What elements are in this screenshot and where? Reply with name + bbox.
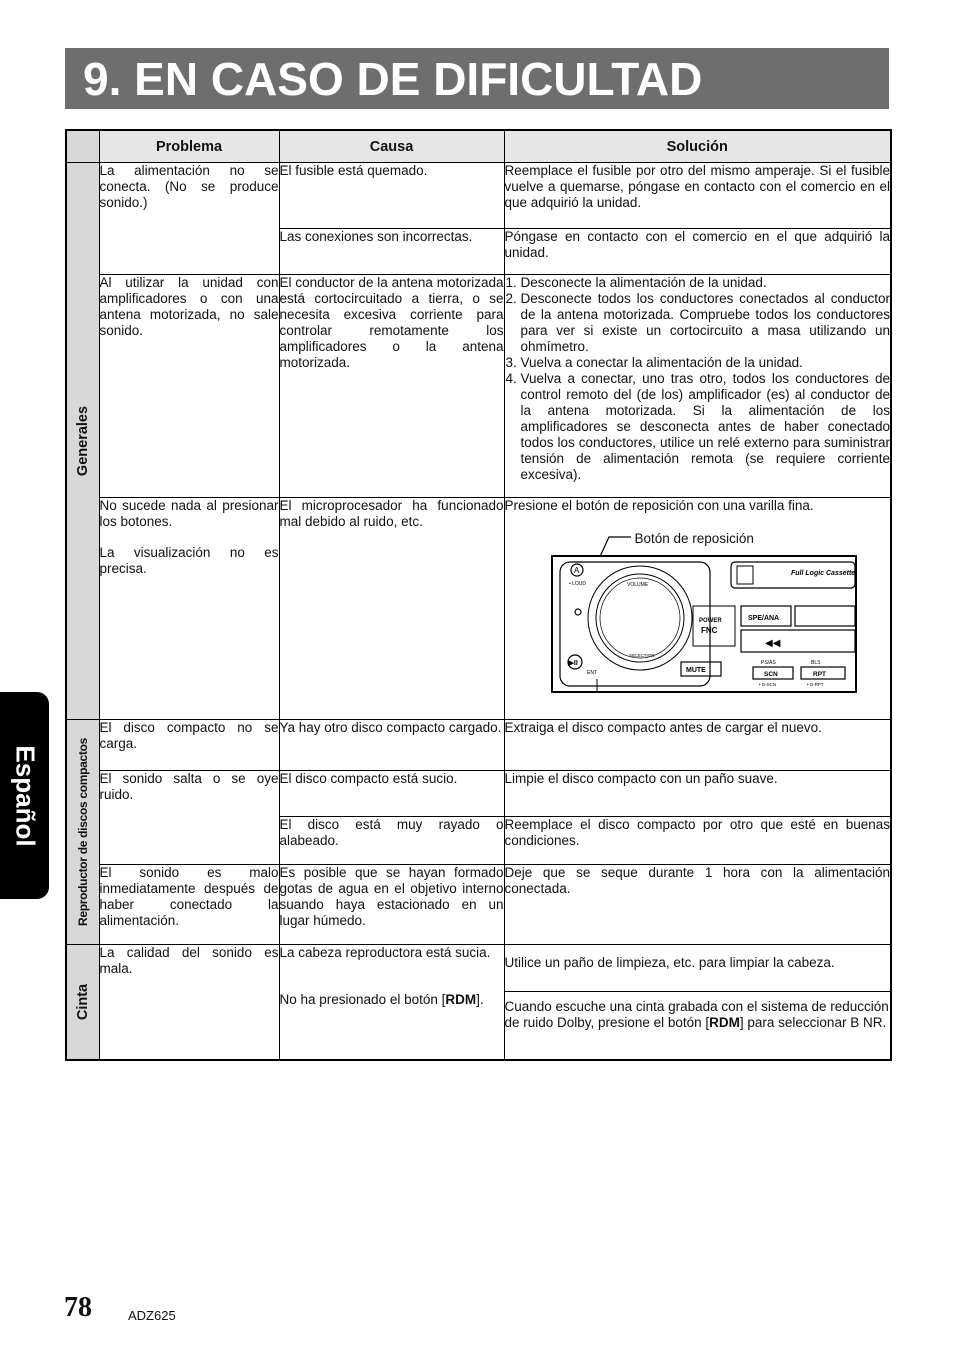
language-tab-label: Español <box>10 744 40 847</box>
solution-cell: Utilice un paño de limpieza, etc. para limpiar la cabeza. <box>504 945 891 992</box>
solution-text: Presione el botón de reposición con una varilla fina. <box>504 498 814 513</box>
play-pause-label: ▶II <box>568 660 578 667</box>
a-button-label: A <box>573 566 579 575</box>
category-cd <box>66 720 99 945</box>
solution-cell: Reemplace el fusible por otro del mismo amperaje. Si el fusible vuelve a quemarse, póngase en contacto con el comercio en el que adquirió la unidad. <box>504 163 891 229</box>
problem-text: No sucede nada al presionar los botones. <box>99 498 279 529</box>
cause-cell: El fusible está quemado. <box>279 163 504 229</box>
cause-cell: El disco compacto está sucio. <box>279 771 504 817</box>
category-tape <box>66 945 99 1060</box>
problem-cell: El sonido es malo inmediatamente después de haber conectado la alimentación. <box>99 865 279 945</box>
mute-label: MUTE <box>685 667 706 674</box>
cause-cell: El microprocesador ha funcionado mal debido al ruido, etc. <box>279 498 504 720</box>
ent-label: ENT <box>586 670 597 676</box>
cause-cell <box>279 992 504 1060</box>
title-bar <box>65 48 889 109</box>
solution-text: Cuando escuche una cinta grabada con el sistema de reducción de ruido Dolby, presione el botón [ <box>504 999 889 1030</box>
brand-text: Full Logic Cassette <box>790 570 855 577</box>
category-general <box>66 163 99 720</box>
page-title: 9. EN CASO DE DIFICULTAD <box>83 53 703 105</box>
table-header-row <box>66 130 891 163</box>
header-corner <box>66 130 99 163</box>
cause-cell: Ya hay otro disco compacto cargado. <box>279 720 504 771</box>
problem-text: La visualización no es precisa. <box>99 545 279 576</box>
problem-cell: El disco compacto no se carga. <box>99 720 279 771</box>
table-row <box>66 163 891 229</box>
problem-cell: Al utilizar la unidad con amplificadores o con una antena motorizada, no sale sonido. <box>99 275 279 498</box>
fnc-label: FNC <box>700 626 717 635</box>
category-label: Generales <box>74 405 91 477</box>
language-tab <box>0 692 49 899</box>
d-scn-label: • D-SCN <box>758 682 776 687</box>
reset-button-label: Botón de reposición <box>634 531 754 546</box>
problem-cell: El sonido salta o se oye ruido. <box>99 771 279 865</box>
table-row <box>66 865 891 945</box>
page-number: 78 <box>64 1292 92 1323</box>
bls-label: BLS <box>810 660 820 666</box>
power-label: POWER <box>698 618 722 624</box>
cause-cell: El disco está muy rayado o alabeado. <box>279 817 504 865</box>
solution-cell: Póngase en contacto con el comercio en el que adquirió la unidad. <box>504 229 891 275</box>
cause-cell: Es posible que se hayan formado gotas de agua en el objetivo interno suando haya estacionado en un lugar húmedo. <box>279 865 504 945</box>
cause-cell: La cabeza reproductora está sucia. <box>279 945 504 992</box>
solution-cell <box>504 275 891 498</box>
problem-cell: La calidad del sonido es mala. <box>99 945 279 1060</box>
rpt-label: RPT <box>812 671 826 678</box>
solution-cell <box>504 992 891 1060</box>
loud-label: • LOUD <box>568 581 586 587</box>
d-rpt-label: • D-RPT <box>806 682 824 687</box>
selection-label: SELECTION <box>628 653 655 658</box>
table-row <box>66 498 891 720</box>
solution-cell: Reemplace el disco compacto por otro que esté en buenas condiciones. <box>504 817 891 865</box>
cause-text: ]. <box>476 991 484 1007</box>
reset-figure <box>505 514 891 694</box>
solution-steps <box>505 275 891 483</box>
solution-step: 4. Vuelva a conectar, uno tras otro, todos los conductores de control remoto del (de los) amplificador (es) al conductor de la antena motorizada. Si la alimentación de los amplificadores se desconecta antes de haber conectado todos los conductores, utilice un relé externo para suministrar tensión de alimentación remota (se requiere corriente excesiva). <box>521 371 891 483</box>
ps-as-label: PS/AS <box>760 660 776 666</box>
solution-step: 3. Vuelva a conectar la alimentación de la unidad. <box>521 355 891 371</box>
header-solution: Solución <box>504 130 891 163</box>
solution-cell: Extraiga el disco compacto antes de cargar el nuevo. <box>504 720 891 771</box>
solution-cell <box>504 498 891 720</box>
problem-cell: La alimentación no se conecta. (No se produce sonido.) <box>99 163 279 275</box>
solution-cell: Deje que se seque durante 1 hora con la alimentación conectada. <box>504 865 891 945</box>
table-row <box>66 771 891 817</box>
header-problem: Problema <box>99 130 279 163</box>
scn-label: SCN <box>763 671 778 678</box>
table-row <box>66 275 891 498</box>
rdm-key: RDM <box>445 991 477 1007</box>
model-number: ADZ625 <box>128 1308 176 1323</box>
problem-cell <box>99 498 279 720</box>
solution-step: 2. Desconecte todos los conductores conectados al conductor de la antena motorizada. Compruebe todos los conductores para ver si existe un cortocircuito a masa utilizando un ohmímetro. <box>521 291 891 355</box>
solution-text: ] para seleccionar B NR. <box>739 1015 887 1030</box>
solution-step: 1. Desconecte la alimentación de la unidad. <box>521 275 891 291</box>
cause-cell: El conductor de la antena motorizada está cortocircuitado a tierra, o se necesita excesiva corriente para controlar remotamente los amplificadores o la antena motorizada. <box>279 275 504 498</box>
cause-text: No ha presionado el botón [ <box>279 991 446 1007</box>
category-label: Reproductor de discos compactos <box>75 737 90 927</box>
rdm-key: RDM <box>709 1015 740 1030</box>
volume-label: VOLUME <box>626 582 648 588</box>
troubleshooting-table <box>65 129 892 1061</box>
rewind-label: ◀◀ <box>764 638 780 649</box>
category-label: Cinta <box>74 983 91 1020</box>
spe-ana-label: SPE/ANA <box>747 615 779 622</box>
head-unit-illustration <box>505 514 879 694</box>
cause-cell: Las conexiones son incorrectas. <box>279 229 504 275</box>
table-row <box>66 720 891 771</box>
table-row <box>66 945 891 992</box>
solution-cell: Limpie el disco compacto con un paño suave. <box>504 771 891 817</box>
header-cause: Causa <box>279 130 504 163</box>
